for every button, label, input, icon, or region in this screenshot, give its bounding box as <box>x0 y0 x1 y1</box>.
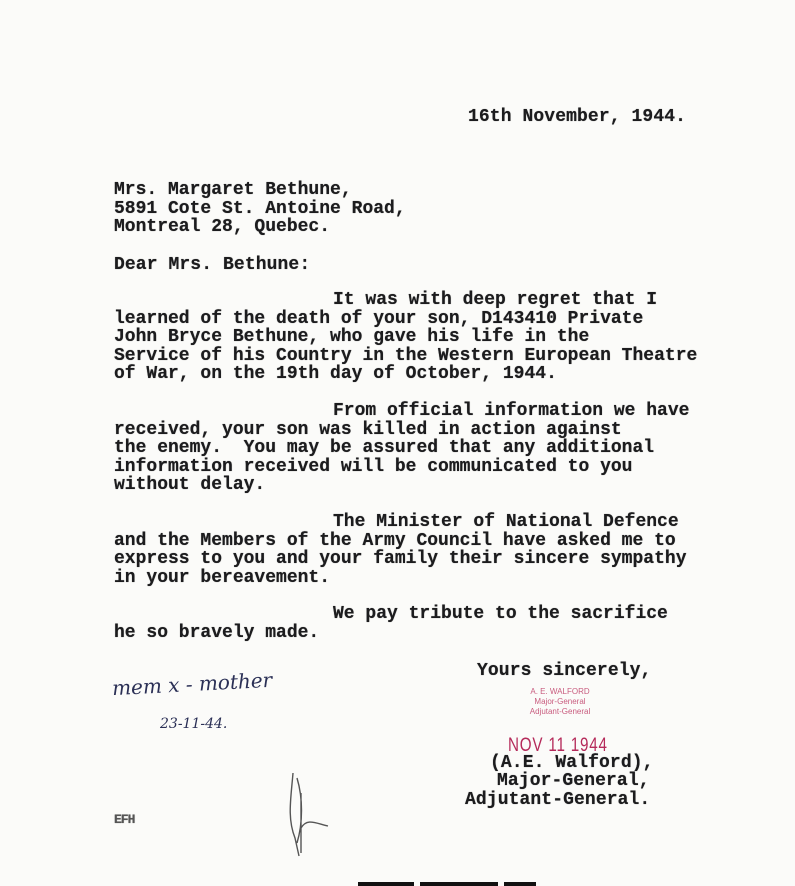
paragraph-4 <box>114 605 668 642</box>
stamp-line: Major-General <box>534 697 586 706</box>
letter-date: 16th November, 1944. <box>468 107 687 127</box>
paragraph-line: received, your son was killed in action against <box>114 419 622 440</box>
paragraph-line: he so bravely made. <box>114 622 320 643</box>
address-line: 5891 Cote St. Antoine Road, <box>114 198 406 219</box>
paragraph-line: express to you and your family their sincere sympathy <box>114 549 687 570</box>
closing: Yours sincerely, <box>477 661 652 681</box>
paragraph-line: From official information we have <box>333 401 690 421</box>
paragraph-line: the enemy. You may be assured that any additional <box>114 438 655 459</box>
paragraph-line: John Bryce Bethune, who gave his life in the <box>114 327 590 348</box>
paragraph-2 <box>114 402 689 495</box>
paragraph-line: learned of the death of your son, D143410 Private <box>114 308 644 329</box>
typist-initials: EFH <box>114 812 135 827</box>
date-stamp: NOV 11 1944 <box>508 735 608 756</box>
salutation: Dear Mrs. Bethune: <box>114 255 311 275</box>
paragraph-line: and the Members of the Army Council have asked me to <box>114 530 676 551</box>
handwritten-date: 23-11-44. <box>160 716 228 732</box>
name-stamp <box>510 687 610 717</box>
paragraph-line: of War, on the 19th day of October, 1944. <box>114 364 557 385</box>
paragraph-line: It was with deep regret that I <box>333 290 658 310</box>
paragraph-line: Service of his Country in the Western European Theatre <box>114 345 698 366</box>
paragraph-line: The Minister of National Defence <box>333 512 679 532</box>
paragraph-line: without delay. <box>114 475 266 496</box>
stamp-line: A. E. WALFORD <box>530 687 590 696</box>
paragraph-line: in your bereavement. <box>114 567 331 588</box>
signature-name: (A.E. Walford), <box>490 753 654 773</box>
paragraph-line: We pay tribute to the sacrifice <box>333 604 668 624</box>
scan-edge-mark <box>420 882 498 886</box>
address-line: Montreal 28, Quebec. <box>114 217 331 238</box>
paragraph-1 <box>114 291 697 384</box>
signature-title: Adjutant-General. <box>465 790 651 810</box>
paragraph-3 <box>114 513 687 587</box>
signature-rank: Major-General, <box>497 771 650 791</box>
initials-signature <box>283 768 333 863</box>
address-line: Mrs. Margaret Bethune, <box>114 180 352 200</box>
paragraph-line: information received will be communicated to you <box>114 456 633 477</box>
handwritten-note: mem x - mother <box>111 667 273 701</box>
recipient-address <box>114 181 406 237</box>
stamp-line: Adjutant-General <box>529 707 591 716</box>
scan-edge-mark <box>504 882 536 886</box>
scan-edge-mark <box>358 882 414 886</box>
